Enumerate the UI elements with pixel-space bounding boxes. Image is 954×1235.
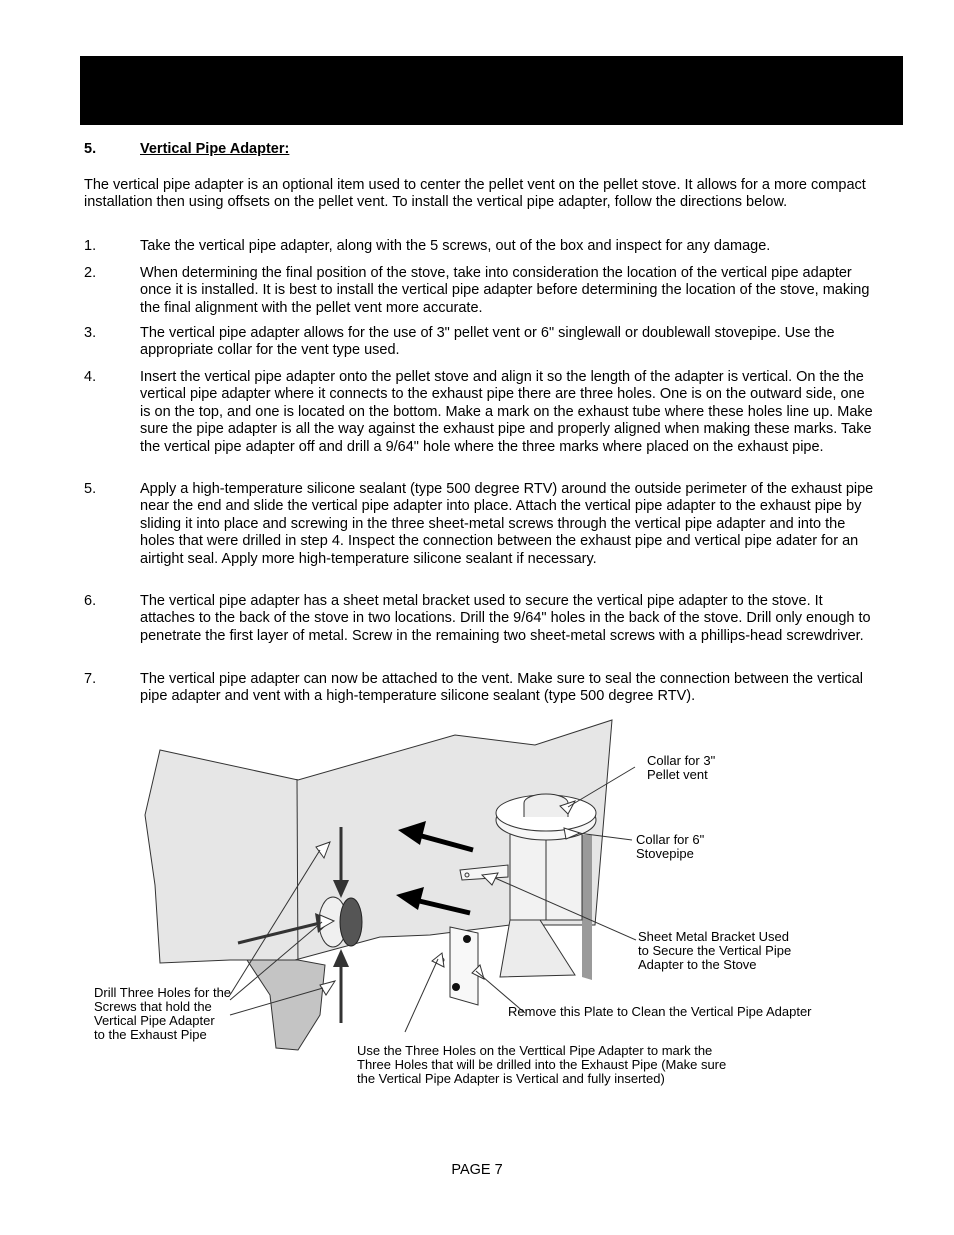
callout-drill-holes: Drill Three Holes for the Screws that hold the Vertical Pipe Adapter to the Exhaust Pipe: [94, 985, 232, 1042]
callout-collar-6: Collar for 6" Stovepipe: [636, 832, 705, 861]
step-text: The vertical pipe adapter can now be attached to the vent. Make sure to seal the connection between the vertical pipe adapter and vent with a high-temperature silicone sealant (type 500 degree RTV).: [140, 671, 864, 705]
step-text: Apply a high-temperature silicone sealant (type 500 degree RTV) around the outside perimeter of the exhaust pipe near the end and slide the vertical pipe adapter into place. Attach the vertical pipe adapter to the exhaust pipe by sliding it into place and screwing in the three sheet-metal screws through the vertical pipe adapter and into the holes that were drilled in step 4. Inspect the connection between the exhaust pipe and vertical pipe adater for an airtight seal. Apply more high-temperature silicone sealant if necessary.: [140, 481, 874, 567]
step-number: 5.: [84, 481, 97, 497]
step-text: Take the vertical pipe adapter, along with the 5 screws, out of the box and inspect for any damage.: [140, 238, 771, 254]
step-text: The vertical pipe adapter has a sheet metal bracket used to secure the vertical pipe adapter to the stove. It attaches to the back of the stove in two locations. Drill the 9/64" holes in the back of the stove. Drill only enough to penetrate the first layer of metal. Screw in the remaining two sheet-metal screws with a phillips-head screwdriver.: [140, 593, 871, 644]
page-number: PAGE 7: [451, 1162, 503, 1178]
step-number: 4.: [84, 369, 97, 385]
step-text: Insert the vertical pipe adapter onto the pellet stove and align it so the length of the adapter is vertical. On the the vertical pipe adapter where it connects to the exhaust pipe there are three holes. One is on the outward side, one is on the top, and one is located on the bottom. Make a mark on the exhaust tube where these holes line up. Make sure the pipe adapter is all the way against the exhaust pipe and properly aligned when making these marks. Take the vertical pipe adapter off and drill a 9/64" hole where the three marks where placed on the exhaust pipe.: [140, 369, 873, 455]
step-number: 3.: [84, 325, 97, 341]
section-heading: [84, 141, 289, 157]
step-text: When determining the final position of the stove, take into consideration the location of the vertical pipe adapter once it is installed. It is best to install the vertical pipe adapter before determining the location of the stove, making the final alignment with the pellet vent more accurate.: [140, 265, 870, 316]
intro-paragraph: The vertical pipe adapter is an optional item used to center the pellet vent on the pellet stove. It allows for a more compact installation then using offsets on the pellet vent. To install the vertical pipe adapter, follow the directions below.: [84, 177, 866, 211]
stove-leg: [247, 960, 325, 1050]
callout-mark-holes: Use the Three Holes on the Verttical Pipe Adapter to mark the Three Holes that will be drilled into the Exhaust Pipe (Make sure the Vertical Pipe Adapter is Vertical and fully inserted): [357, 1043, 727, 1086]
step-number: 6.: [84, 593, 97, 609]
callout-collar-3: Collar for 3" Pellet vent: [647, 753, 716, 782]
adapter-elbow: [500, 920, 575, 977]
step-number: 1.: [84, 238, 97, 254]
step-text: The vertical pipe adapter allows for the use of 3" pellet vent or 6" singlewall or doublewall stovepipe. Use the appropriate collar for the vent type used.: [140, 325, 835, 359]
callout-bracket: Sheet Metal Bracket Used to Secure the Vertical Pipe Adapter to the Stove: [638, 929, 792, 972]
section-title: Vertical Pipe Adapter:: [140, 141, 290, 157]
step-number: 2.: [84, 265, 97, 281]
header-bar: [80, 56, 903, 125]
step-number: 7.: [84, 671, 97, 687]
callout-plate: Remove this Plate to Clean the Vertical Pipe Adapter: [508, 1004, 812, 1019]
section-number: 5.: [84, 141, 97, 157]
